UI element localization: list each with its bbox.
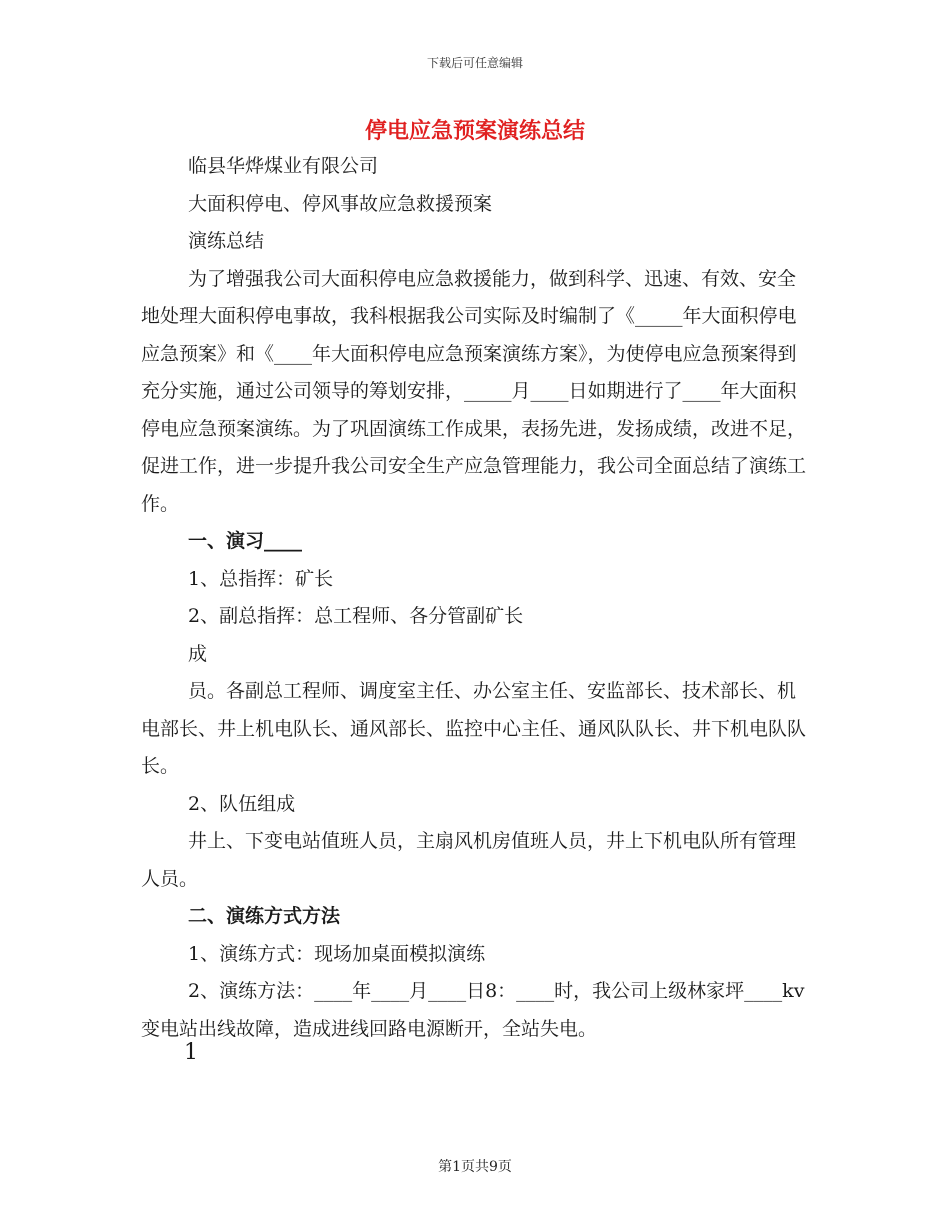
- document-title: 停电应急预案演练总结: [364, 119, 585, 144]
- paragraph: 成: [188, 642, 208, 665]
- paragraph: 临县华烨煤业有限公司: [188, 155, 379, 177]
- header-note: 下载后可任意编辑: [426, 56, 523, 70]
- section-heading: 一、演习____: [188, 530, 303, 552]
- page-number-mark: 1: [184, 1040, 198, 1065]
- paragraph: 2、队伍组成: [188, 792, 296, 815]
- paragraph: 井上、下变电站值班人员，主扇风机房值班人员，井上下机电队所有管理人员。: [141, 830, 797, 890]
- paragraph: 演练总结: [188, 230, 265, 252]
- paragraph: 大面积停电、停风事故应急救援预案: [188, 192, 493, 215]
- paragraph: 1、总指挥：矿长: [188, 567, 334, 590]
- paragraph: 为了增强我公司大面积停电应急救援能力，做到科学、迅速、有效、安全地处理大面积停电事故，我科根据我公司实际及时编制了《_____年大面积停电应急预案》和《____年大面积停电应急预案演练方案》，为使停电应急预案得到充分实施，通过公司领导的筹划安排，_____月____日如期进行了____年大面积停电应急预案演练。为了巩固演练工作成果，表扬先进，发扬成绩，改进不足，促进工作，进一步提升我公司安全生产应急管理能力，我公司全面总结了演练工作。: [141, 267, 807, 515]
- page-footer: 第1页共9页: [438, 1159, 512, 1175]
- document-body: [141, 148, 809, 1048]
- paragraph: 1、演练方式：现场加桌面模拟演练: [188, 942, 486, 965]
- section-heading: 二、演练方式方法: [188, 905, 341, 927]
- paragraph: 2、演练方法：____年____月____日8：____时，我公司上级林家坪____kv变电站出线故障，造成进线回路电源断开，全站失电。: [141, 980, 805, 1040]
- paragraph: 员。各副总工程师、调度室主任、办公室主任、安监部长、技术部长、机电部长、井上机电队长、通风部长、监控中心主任、通风队队长、井下机电队队长。: [141, 680, 807, 777]
- paragraph: 2、副总指挥：总工程师、各分管副矿长: [188, 605, 524, 627]
